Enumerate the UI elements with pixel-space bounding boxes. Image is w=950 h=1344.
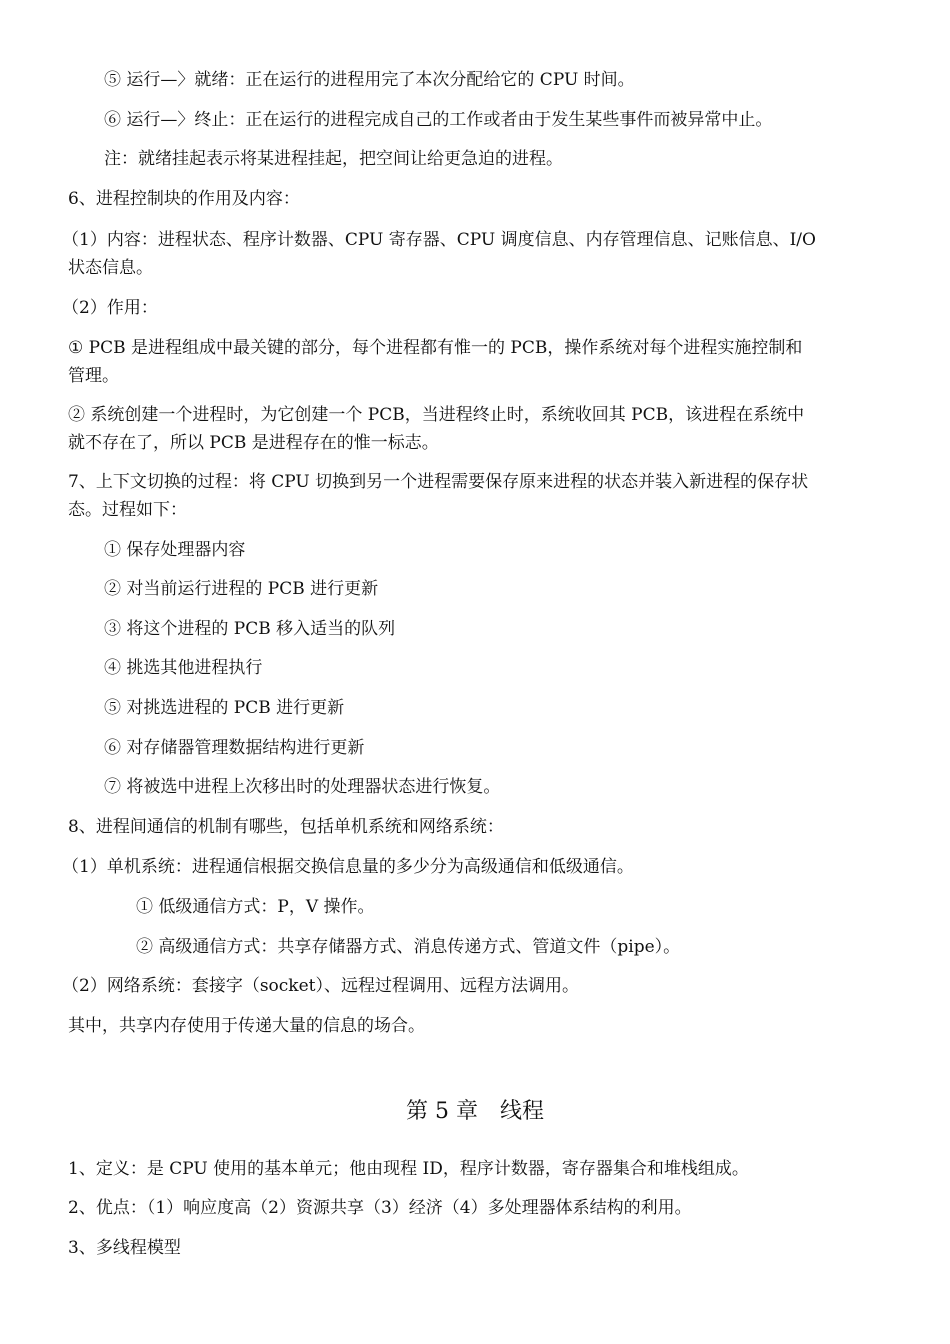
pcb-role-2-line-2: 就不存在了，所以 PCB 是进程存在的惟一标志。	[68, 433, 439, 453]
section-6-heading: 6、进程控制块的作用及内容：	[68, 189, 300, 209]
note-line: 注：就绪挂起表示将某进程挂起，把空间让给更急迫的进程。	[104, 149, 563, 169]
ipc-network: （2）网络系统：套接字（socket）、远程过程调用、远程方法调用。	[62, 976, 579, 996]
context-step-4: ④ 挑选其他进程执行	[104, 658, 263, 678]
section-8-heading: 8、进程间通信的机制有哪些，包括单机系统和网络系统：	[68, 817, 504, 837]
pcb-role-1-line-2: 管理。	[68, 366, 119, 386]
context-step-5: ⑤ 对挑选进程的 PCB 进行更新	[104, 698, 345, 718]
pcb-role-2-line-1: ② 系统创建一个进程时，为它创建一个 PCB，当进程终止时，系统收回其 PCB，该进程在系统中	[68, 405, 805, 425]
shared-memory-note: 其中，共享内存使用于传递大量的信息的场合。	[68, 1016, 425, 1036]
state-transition-5: ⑤ 运行—〉就绪：正在运行的进程用完了本次分配给它的 CPU 时间。	[104, 70, 635, 90]
pcb-role-heading: （2）作用：	[62, 298, 158, 318]
pcb-content-line-1: （1）内容：进程状态、程序计数器、CPU 寄存器、CPU 调度信息、内存管理信息、记账信息、I/O	[62, 230, 816, 250]
ipc-high-level: ② 高级通信方式：共享存储器方式、消息传递方式、管道文件（pipe）。	[136, 937, 681, 957]
pcb-content-line-2: 状态信息。	[68, 258, 153, 278]
section-7-line-2: 态。过程如下：	[68, 500, 187, 520]
thread-definition: 1、定义：是 CPU 使用的基本单元；他由现程 ID，程序计数器，寄存器集合和堆栈组成。	[68, 1159, 749, 1179]
context-step-6: ⑥ 对存储器管理数据结构进行更新	[104, 738, 365, 758]
thread-advantages: 2、优点：（1）响应度高（2）资源共享（3）经济（4）多处理器体系结构的利用。	[68, 1198, 692, 1218]
ipc-single-machine: （1）单机系统：进程通信根据交换信息量的多少分为高级通信和低级通信。	[62, 857, 634, 877]
context-step-1: ① 保存处理器内容	[104, 540, 246, 560]
ipc-low-level: ① 低级通信方式：P，V 操作。	[136, 897, 375, 917]
context-step-7: ⑦ 将被选中进程上次移出时的处理器状态进行恢复。	[104, 777, 501, 797]
multithread-models: 3、多线程模型	[68, 1238, 181, 1258]
chapter-5-title: 第 5 章 线程	[406, 1099, 544, 1124]
context-step-3: ③ 将这个进程的 PCB 移入适当的队列	[104, 619, 396, 639]
state-transition-6: ⑥ 运行—〉终止：正在运行的进程完成自己的工作或者由于发生某些事件而被异常中止。	[104, 110, 773, 130]
context-step-2: ② 对当前运行进程的 PCB 进行更新	[104, 579, 379, 599]
pcb-role-1-line-1: ① PCB 是进程组成中最关键的部分，每个进程都有惟一的 PCB，操作系统对每个进程实施控制和	[68, 338, 803, 358]
section-7-line-1: 7、上下文切换的过程：将 CPU 切换到另一个进程需要保存原来进程的状态并装入新进程的保存状	[68, 472, 809, 492]
